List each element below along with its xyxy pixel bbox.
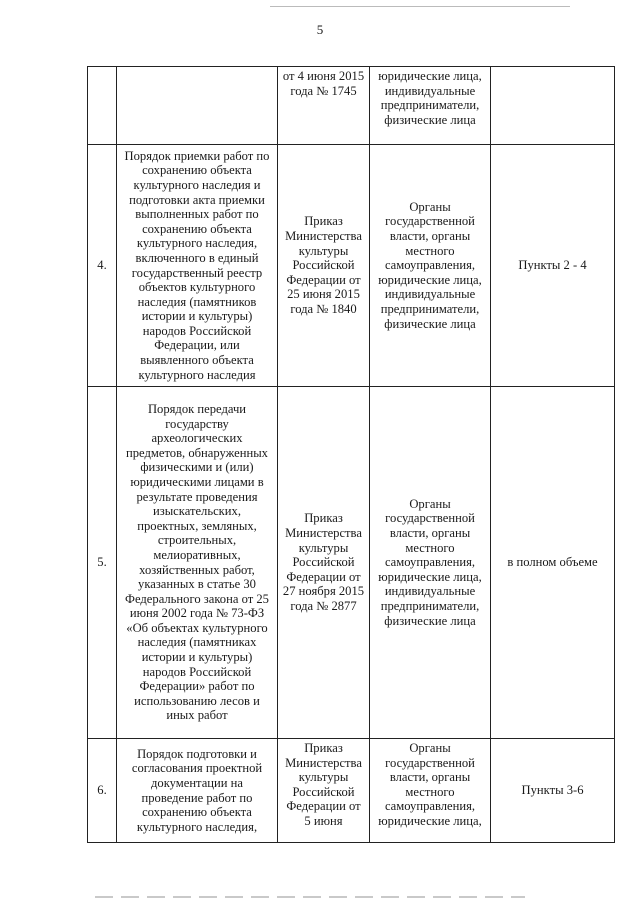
- requirement-name: [117, 67, 278, 145]
- requirement-name: Порядок передачи государству археологических предметов, обнаруженных физическими и (или) юридическими лицами в результате проведения изыскательских, проектных, земляных, строительных, мелиоративных, хозяйственных работ, указанных в статье 30 Федерального закона от 25 июня 2002 года № 73-ФЗ «Об объектах культурного наследия (памятниках истории и культуры) народов Российской Федерации» работ по использованию лесов и иных работ: [117, 387, 278, 739]
- applicable-scope: в полном объеме: [491, 387, 615, 739]
- table-row: [88, 387, 615, 739]
- legal-act: Приказ Министерства культуры Российской Федерации от 5 июня: [278, 739, 370, 843]
- legal-act: Приказ Министерства культуры Российской Федерации от 25 июня 2015 года № 1840: [278, 145, 370, 387]
- regulations-table: [87, 66, 615, 843]
- scan-top-edge: [270, 6, 570, 7]
- table-row: [88, 67, 615, 145]
- applicable-scope: Пункты 3-6: [491, 739, 615, 843]
- table-row: [88, 145, 615, 387]
- table-row: [88, 739, 615, 843]
- applicable-scope: Пункты 2 - 4: [491, 145, 615, 387]
- requirement-name: Порядок приемки работ по сохранению объекта культурного наследия и подготовки акта приемки выполненных работ по сохранению объекта культурного наследия, включенного в единый государственный реестр объектов культурного наследия (памятников истории и культуры) народов Российской Федерации, или выявленного объекта культурного наследия: [117, 145, 278, 387]
- legal-act: Приказ Министерства культуры Российской Федерации от 27 ноября 2015 года № 2877: [278, 387, 370, 739]
- subjects-of-control: Органы государственной власти, органы местного самоуправления, юридические лица, индивидуальные предприниматели, физические лица: [370, 387, 491, 739]
- row-number: 4.: [88, 145, 117, 387]
- scan-bottom-artifact: [95, 896, 525, 898]
- subjects-of-control: Органы государственной власти, органы местного самоуправления, юридические лица, индивидуальные предприниматели, физические лица: [370, 145, 491, 387]
- subjects-of-control: Органы государственной власти, органы местного самоуправления, юридические лица,: [370, 739, 491, 843]
- legal-act: от 4 июня 2015 года № 1745: [278, 67, 370, 145]
- subjects-of-control: юридические лица, индивидуальные предприниматели, физические лица: [370, 67, 491, 145]
- row-number: 6.: [88, 739, 117, 843]
- applicable-scope: [491, 67, 615, 145]
- requirement-name: Порядок подготовки и согласования проектной документации на проведение работ по сохранению объекта культурного наследия,: [117, 739, 278, 843]
- row-number: 5.: [88, 387, 117, 739]
- row-number: [88, 67, 117, 145]
- page-number: 5: [316, 22, 324, 37]
